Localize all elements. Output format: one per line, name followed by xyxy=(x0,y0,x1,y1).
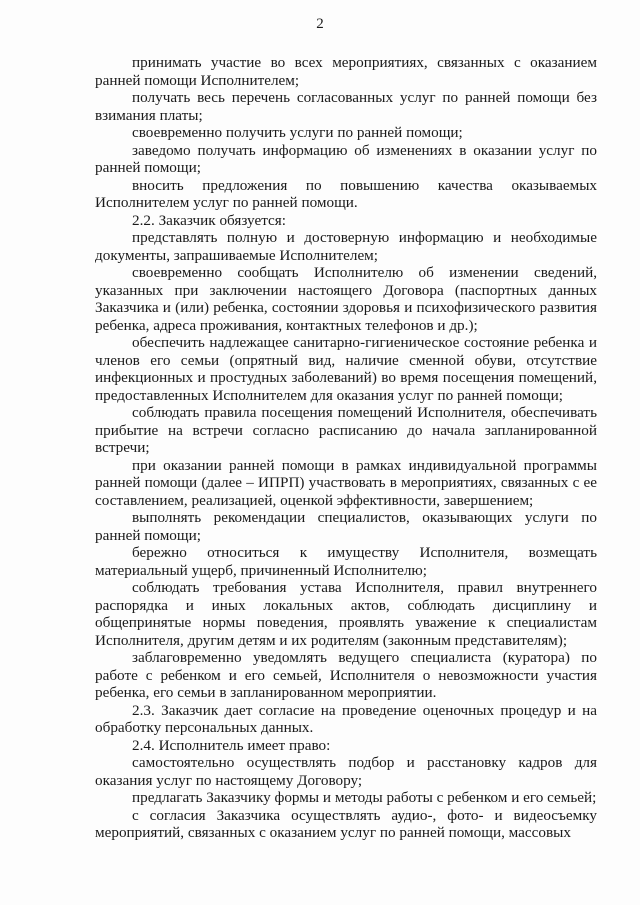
section-2-3-consent: 2.3. Заказчик дает согласие на проведение оценочных процедур и на обработку персональных данных. xyxy=(95,701,597,736)
paragraph-proposals: вносить предложения по повышению качества оказываемых Исполнителем услуг по ранней помощи. xyxy=(95,176,597,211)
paragraph-methods: предлагать Заказчику формы и методы работы с ребенком и его семьей; xyxy=(132,789,597,806)
paragraph-notify-absence: заблаговременно уведомлять ведущего специалиста (куратора) по работе с ребенком и его семьей, Исполнителя о невозможности участия ребенка, его семьи в запланированном мероприятии. xyxy=(95,649,597,701)
paragraph-property: бережно относиться к имуществу Исполнителя, возмещать материальный ущерб, причиненный Исполнителю; xyxy=(95,544,597,579)
paragraph-timely-services: своевременно получить услуги по ранней помощи; xyxy=(132,124,463,141)
paragraph-recommendations: выполнять рекомендации специалистов, оказывающих услуги по ранней помощи; xyxy=(95,509,597,544)
paragraph-iprp: при оказании ранней помощи в рамках индивидуальной программы ранней помощи (далее – ИПРП) участвовать в мероприятиях, связанных с ее составлением, реализацией, оценкой эффективности, завершением; xyxy=(95,456,597,509)
paragraph-hygiene: обеспечить надлежащее санитарно-гигиеническое состояние ребенка и членов его семьи (опрятный вид, наличие сменной обуви, отсутствие инфекционных и простудных заболеваний) во время посещения помещений, предоставленных Исполнителем для оказания услуг по ранней помощи; xyxy=(95,334,597,404)
paragraph-visit-rules: соблюдать правила посещения помещений Исполнителя, обеспечивать прибытие на встречи согласно расписанию до начала запланированной встречи; xyxy=(95,404,597,456)
page-number: 2 xyxy=(316,16,324,32)
paragraph-change-info: заведомо получать информацию об изменениях в оказании услуг по ранней помощи; xyxy=(95,141,597,176)
paragraph-provide-info: представлять полную и достоверную информацию и необходимые документы, запрашиваемые Исполнителем; xyxy=(95,229,597,264)
paragraph-participate: принимать участие во всех мероприятиях, связанных с оказанием ранней помощи Исполнителем; xyxy=(95,54,597,89)
paragraph-staffing: самостоятельно осуществлять подбор и расстановку кадров для оказания услуг по настоящему Договору; xyxy=(95,754,597,789)
section-2-4-heading: 2.4. Исполнитель имеет право: xyxy=(132,736,331,754)
section-2-2-heading: 2.2. Заказчик обязуется: xyxy=(132,211,286,229)
document-body xyxy=(95,54,597,842)
paragraph-charter-rules: соблюдать требования устава Исполнителя, правил внутреннего распорядка и иных локальных актов, соблюдать дисциплину и общепринятые нормы поведения, проявлять уважение к специалистам Исполнителя, другим детям и их родителям (законным представителям); xyxy=(95,579,597,649)
paragraph-recording: с согласия Заказчика осуществлять аудио-, фото- и видеосъемку мероприятий, связанных с оказанием услуг по ранней помощи, массовых xyxy=(95,806,597,841)
paragraph-report-changes: своевременно сообщать Исполнителю об изменении сведений, указанных при заключении настоящего Договора (паспортных данных Заказчика и (или) ребенка, состоянии здоровья и психофизического развития ребенка, адреса проживания, контактных телефонов и др.); xyxy=(95,264,597,334)
paragraph-free-services: получать весь перечень согласованных услуг по ранней помощи без взимания платы; xyxy=(95,89,597,124)
